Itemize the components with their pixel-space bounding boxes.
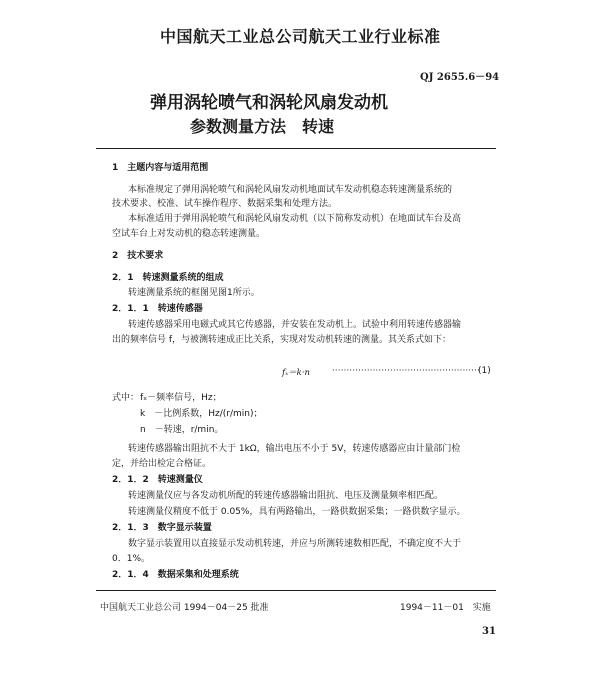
standard-code: QJ 2655.6－94 [420,72,500,83]
section-2-1-1-paragraph-2-line1: 转速传感器输出阻抗不大于 1kΩ，输出电压不小于 5V，转速传感器应由计量部门检 [128,444,461,454]
formula: fₓ＝k·n [282,368,310,378]
section-1-paragraph-1-line1: 本标准规定了弹用涡轮喷气和涡轮风扇发动机地面试车发动机稳态转速测量系统的 [128,185,453,195]
page-number: 31 [482,626,496,637]
document-title-line2: 参数测量方法 转速 [190,117,335,136]
formula-leader-dots: ··················································· [332,366,480,376]
section-2-1-3-paragraph-line1: 数字显示装置用以直接显示发动机转速，并应与所测转速数相匹配，不确定度不大于 [128,539,462,549]
where-fx: fₓ－频率信号，Hz； [140,393,222,403]
issuing-organization: 中国航天工业总公司航天工业行业标准 [160,27,441,46]
section-2-1-3-paragraph-line2: 0．1%。 [112,554,151,564]
section-2-1-2-heading: 2．1．2 转速测量仪 [112,475,203,485]
formula-number: (1) [478,366,491,376]
section-1-paragraph-1-line2: 技术要求、校准、试车操作程序、数据采集和处理方法。 [112,199,338,209]
section-2-1-4-heading: 2．1．4 数据采集和处理系统 [112,570,239,580]
section-1-paragraph-2-line2: 空试车台上对发动机的稳态转速测量。 [112,229,266,239]
section-2-1-1-heading: 2．1．1 转速传感器 [112,304,203,314]
approval-date: 中国航天工业总公司 1994－04－25 批准 [100,603,269,613]
section-2-1-text: 转速测量系统的框图见图1所示。 [128,288,260,298]
section-2-1-3-heading: 2．1．3 数字显示装置 [112,523,212,533]
section-2-1-1-paragraph-2-line2: 定，并给出检定合格证。 [112,459,212,469]
section-2-heading: 2 技术要求 [112,251,164,261]
section-2-1-1-paragraph-1-line1: 转速传感器采用电磁式或其它传感器，并安装在发动机上。试验中利用转速传感器输 [128,320,462,330]
section-2-1-2-paragraph-2: 转速测量仪精度不低于 0.05%，具有两路输出，一路供数据采集；一路供数字显示。 [128,507,466,517]
section-1-paragraph-2-line1: 本标准适用于弹用涡轮喷气和涡轮风扇发动机（以下简称发动机）在地面试车台及高 [128,214,462,224]
implementation-date: 1994－11－01 实施 [400,603,491,613]
footer-rule [96,590,496,591]
where-label: 式中： [112,393,140,403]
header-rule [96,148,496,149]
document-title-line1: 弹用涡轮喷气和涡轮风扇发动机 [150,93,388,113]
where-k: k －比例系数，Hz/(r/min)； [140,409,263,419]
section-1-heading: 1 主题内容与适用范围 [112,163,209,173]
where-n: n －转速，r/min。 [140,425,224,435]
section-2-1-heading: 2．1 转速测量系统的组成 [112,273,224,283]
section-2-1-2-paragraph-1: 转速测量仪应与各发动机所配的转速传感器输出阻抗、电压及测量频率相匹配。 [128,491,444,501]
section-2-1-1-paragraph-1-line2: 出的频率信号 f，与被测转速成正比关系，实现对发动机转速的测量。其关系式如下： [112,335,452,345]
